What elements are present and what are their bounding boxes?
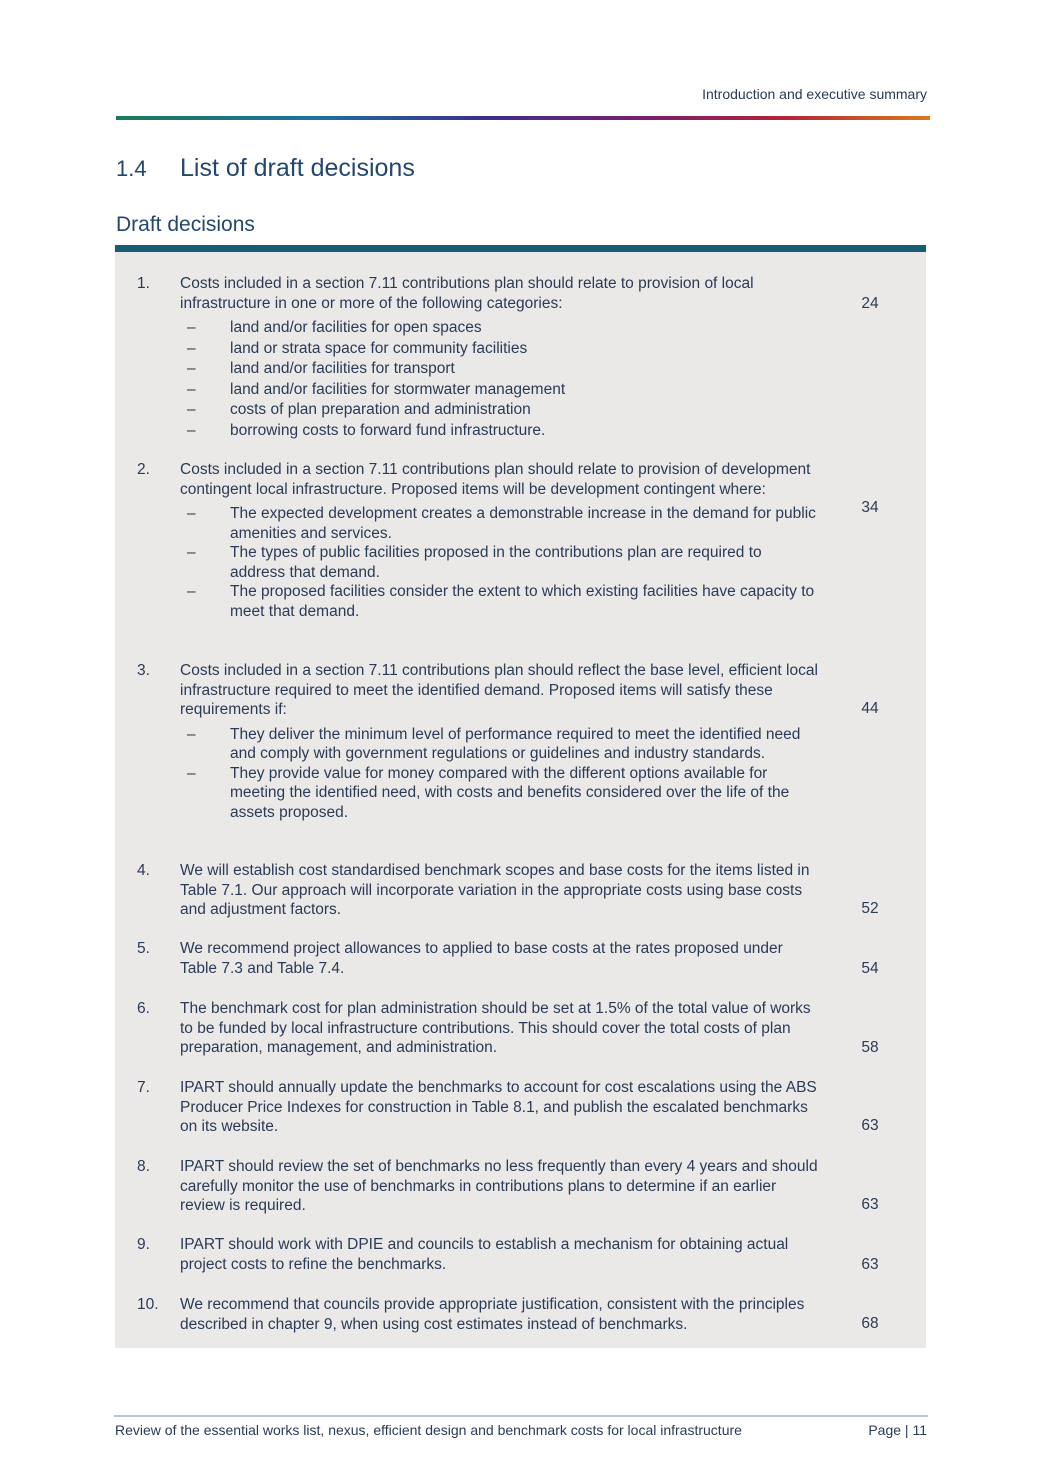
decision-number: 2. [137, 461, 150, 478]
decision-page-ref: 63 [861, 1256, 879, 1273]
section-number: 1.4 [116, 156, 147, 181]
decision-page-ref: 54 [861, 960, 879, 977]
box-top-bar [115, 245, 926, 252]
bullet-item: – costs of plan preparation and administration [187, 401, 531, 418]
decision-statement: IPART should review the set of benchmarks no less frequently than every 4 years and should carefully monitor the use of benchmarks in contributions plans to determine if an earlier review is required. [180, 1158, 818, 1214]
bullet-item: – The proposed facilities consider the extent to which existing facilities have capacity to meet that demand. [187, 583, 815, 620]
bullet-item: – The expected development creates a demonstrable increase in the demand for public amenities and services. [187, 505, 816, 542]
decision-page-ref: 44 [861, 700, 879, 717]
decision-bullet-list [180, 725, 820, 823]
decision-number: 6. [137, 1000, 150, 1017]
decision-page-ref: 63 [861, 1117, 879, 1134]
decision-text [180, 274, 820, 440]
bullet-item: – land and/or facilities for open spaces [187, 319, 482, 336]
decision-number: 7. [137, 1079, 150, 1096]
decision-page-ref: 58 [861, 1039, 879, 1056]
section-title: List of draft decisions [180, 154, 415, 182]
decision-number: 5. [137, 940, 150, 957]
bullet-item: – land and/or facilities for stormwater management [187, 380, 566, 398]
bullet-item: – land and/or facilities for transport [187, 360, 455, 377]
decision-page-ref: 34 [861, 499, 879, 516]
footer-document-title: Review of the essential works list, nexus, efficient design and benchmark costs for local infrastructure [115, 1422, 742, 1438]
decision-number: 1. [137, 275, 150, 292]
decision-number: 10. [137, 1296, 159, 1313]
bullet-item: – The types of public facilities proposed in the contributions plan are required to address that demand. [187, 544, 762, 581]
bullet-item: – borrowing costs to forward fund infrastructure. [187, 421, 546, 439]
header-gradient-rule [116, 116, 930, 120]
bullet-item: – They provide value for money compared with the different options available for meeting the identified need, with costs and benefits considered over the life of the assets proposed. [187, 764, 790, 821]
decision-number: 8. [137, 1158, 150, 1175]
decision-statement: We recommend that councils provide appropriate justification, consistent with the principles described in chapter 9, when using cost estimates instead of benchmarks. [180, 1296, 805, 1333]
decision-page-ref: 68 [861, 1315, 879, 1332]
draft-decisions-box [115, 245, 926, 1348]
decision-bullet-list [180, 318, 820, 440]
decision-statement: Costs included in a section 7.11 contributions plan should reflect the base level, efficient local infrastructure required to meet the identified demand. Proposed items will satisfy these requirements if: [180, 662, 818, 718]
bullet-item: – They deliver the minimum level of performance required to meet the identified need and comply with government regulations or guidelines and industry standards. [187, 725, 801, 762]
decision-statement: We will establish cost standardised benchmark scopes and base costs for the items listed in Table 7.1. Our approach will incorporate variation in the appropriate costs using base costs and adjustment factors. [180, 862, 810, 918]
section-heading [116, 154, 415, 183]
decision-page-ref: 24 [861, 295, 879, 312]
decision-statement: IPART should work with DPIE and councils to establish a mechanism for obtaining actual project costs to refine the benchmarks. [180, 1236, 789, 1273]
decision-text [180, 661, 820, 822]
decision-statement: Costs included in a section 7.11 contributions plan should relate to provision of development contingent local infrastructure. Proposed items will be development contingent where: [180, 461, 811, 498]
decision-statement: IPART should annually update the benchmarks to account for cost escalations using the ABS Producer Price Indexes for construction in Table 8.1, and publish the escalated benchmarks on its website. [180, 1079, 817, 1135]
decision-statement: The benchmark cost for plan administration should be set at 1.5% of the total value of works to be funded by local infrastructure contributions. This should cover the total costs of plan preparation, management, and administration. [180, 1000, 811, 1056]
draft-decisions-heading: Draft decisions [116, 213, 255, 236]
decision-text [180, 460, 820, 621]
decision-statement: Costs included in a section 7.11 contributions plan should relate to provision of local infrastructure in one or more of the following categories: [180, 275, 754, 312]
decision-number: 3. [137, 662, 150, 679]
decision-bullet-list [180, 504, 820, 621]
decision-number: 4. [137, 862, 150, 879]
decision-number: 9. [137, 1236, 150, 1253]
decision-statement: We recommend project allowances to applied to base costs at the rates proposed under Table 7.3 and Table 7.4. [180, 940, 783, 977]
running-header: Introduction and executive summary [702, 86, 927, 102]
decision-page-ref: 52 [861, 900, 879, 917]
footer-rule [114, 1415, 928, 1417]
bullet-item: – land or strata space for community facilities [187, 339, 528, 357]
footer-page-number: Page | 11 [868, 1422, 927, 1438]
decision-page-ref: 63 [861, 1196, 879, 1213]
